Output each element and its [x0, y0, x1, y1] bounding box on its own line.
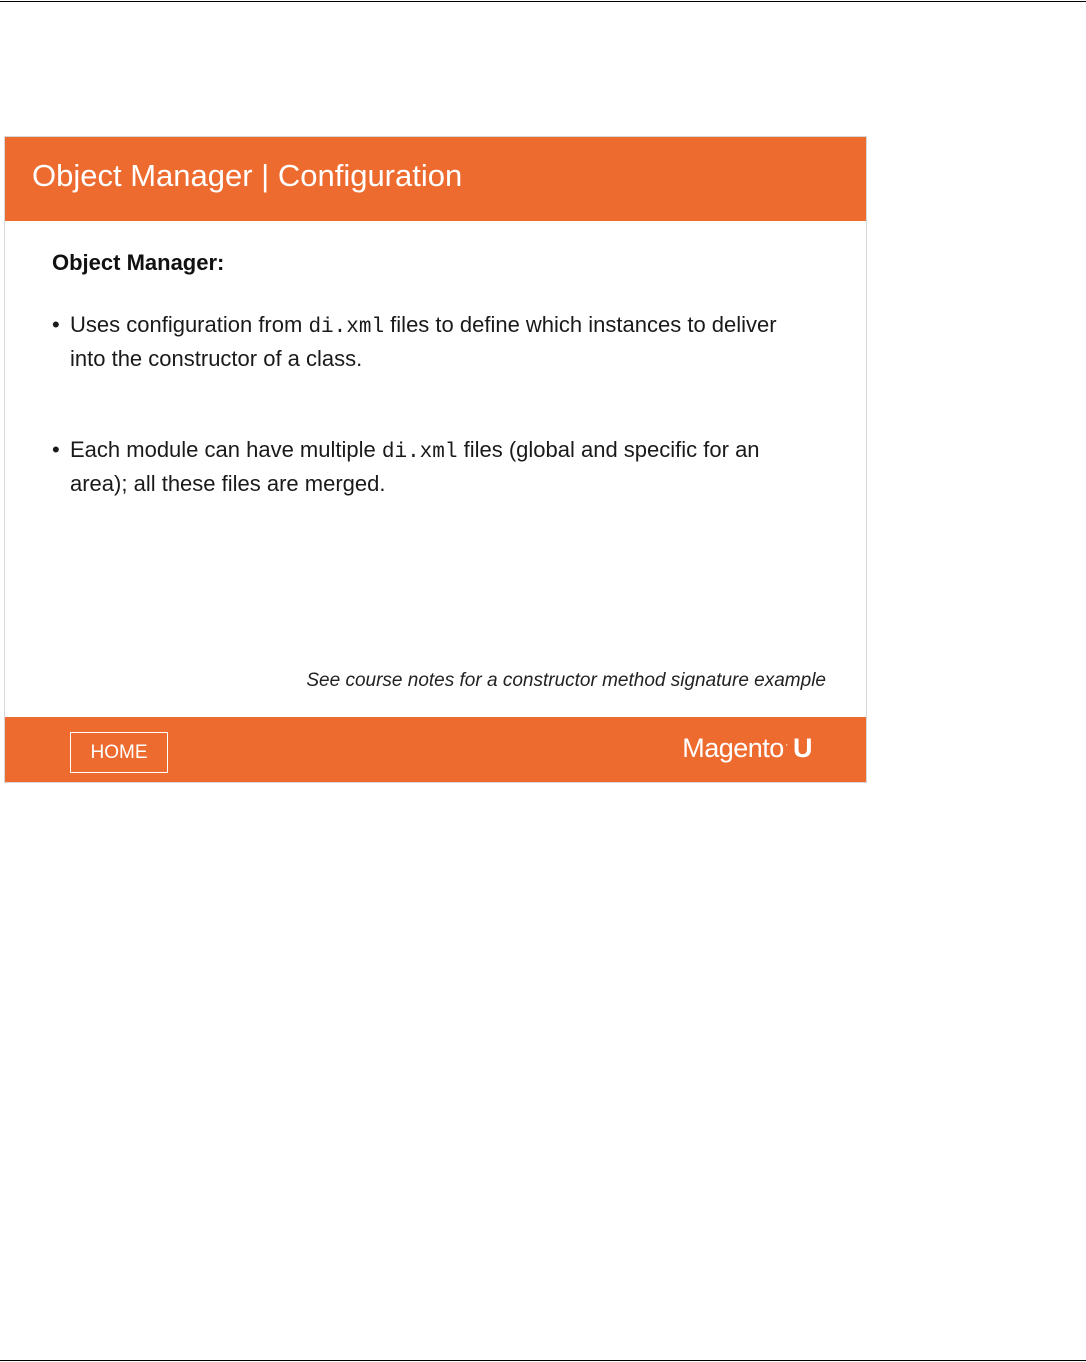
- bullet-code: di.xml: [381, 441, 458, 464]
- home-button[interactable]: HOME: [70, 732, 168, 773]
- page-bottom-rule: [0, 1360, 1086, 1361]
- bullet-text: [70, 309, 812, 374]
- bullet-text-before: Each module can have multiple: [70, 437, 382, 462]
- brand-name: Magento: [682, 733, 784, 763]
- slide-header: [5, 137, 866, 221]
- slide-body: [5, 221, 866, 717]
- page-top-rule: [0, 1, 1086, 2]
- slide-title: Object Manager | Configuration: [32, 158, 463, 193]
- bullet-item: [52, 434, 812, 499]
- brand-suffix: U: [793, 733, 812, 763]
- magento-u-logo: [682, 733, 812, 764]
- bullet-code: di.xml: [308, 316, 385, 339]
- brand-mark: ·: [784, 739, 788, 751]
- footnote: See course notes for a constructor method signature example: [306, 670, 826, 691]
- slide-footer: [5, 717, 866, 782]
- bullet-marker: •: [52, 437, 60, 462]
- bullet-marker: •: [52, 312, 60, 337]
- section-heading: Object Manager:: [52, 250, 225, 275]
- slide: [4, 136, 867, 783]
- bullet-text-after: files to define which instances to deliver into the constructor of a class.: [70, 312, 777, 371]
- bullet-text: [70, 434, 812, 499]
- bullet-text-after: files (global and specific for an area); all these files are merged.: [70, 437, 760, 496]
- bullet-text-before: Uses configuration from: [70, 312, 309, 337]
- bullet-item: [52, 309, 812, 374]
